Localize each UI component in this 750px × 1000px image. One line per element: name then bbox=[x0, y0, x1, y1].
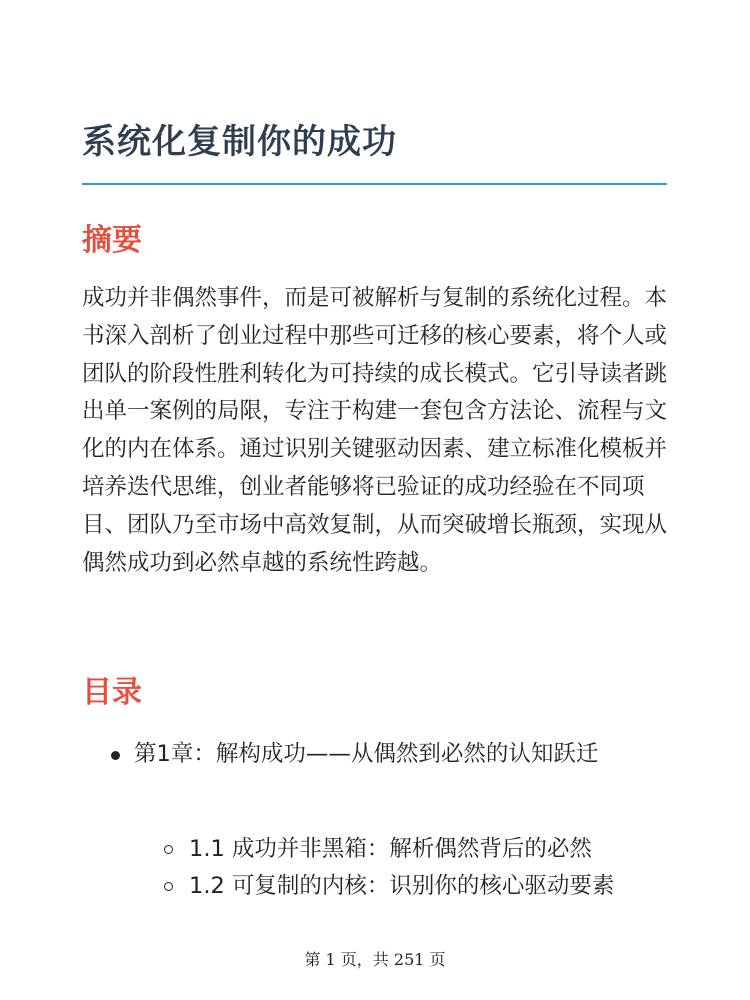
document-title: 系统化复制你的成功 bbox=[82, 122, 397, 162]
bullet-circle-icon bbox=[164, 882, 173, 891]
toc-section-label: 1.2 可复制的内核：识别你的核心驱动要素 bbox=[189, 873, 615, 899]
toc-chapter-label: 第1章：解构成功——从偶然到必然的认知跃迁 bbox=[134, 741, 599, 767]
toc-chapter-item[interactable] bbox=[82, 736, 672, 773]
toc-section-list bbox=[136, 831, 676, 905]
toc-chapter-list bbox=[82, 736, 672, 773]
bullet-circle-icon bbox=[164, 845, 173, 854]
abstract-body: 成功并非偶然事件，而是可被解析与复制的系统化过程。本书深入剖析了创业过程中那些可迁移的核心要素，将个人或团队的阶段性胜利转化为可持续的成长模式。它引导读者跳出单一案例的局限，专注于构建一套包含方法论、流程与文化的内在体系。通过识别关键驱动因素、建立标准化模板并培养迭代思维，创业者能够将已验证的成功经验在不同项目、团队乃至市场中高效复制，从而突破增长瓶颈，实现从偶然成功到必然卓越的系统性跨越。 bbox=[82, 285, 668, 576]
title-divider bbox=[82, 183, 667, 185]
toc-section-item[interactable] bbox=[136, 868, 676, 905]
page-number-footer: 第 1 页，共 251 页 bbox=[304, 950, 446, 969]
toc-section-item[interactable] bbox=[136, 831, 676, 868]
toc-section-label: 1.1 成功并非黑箱：解析偶然背后的必然 bbox=[189, 836, 592, 862]
bullet-disc-icon bbox=[111, 751, 120, 760]
abstract-heading: 摘要 bbox=[82, 223, 142, 258]
toc-heading: 目录 bbox=[82, 675, 142, 710]
